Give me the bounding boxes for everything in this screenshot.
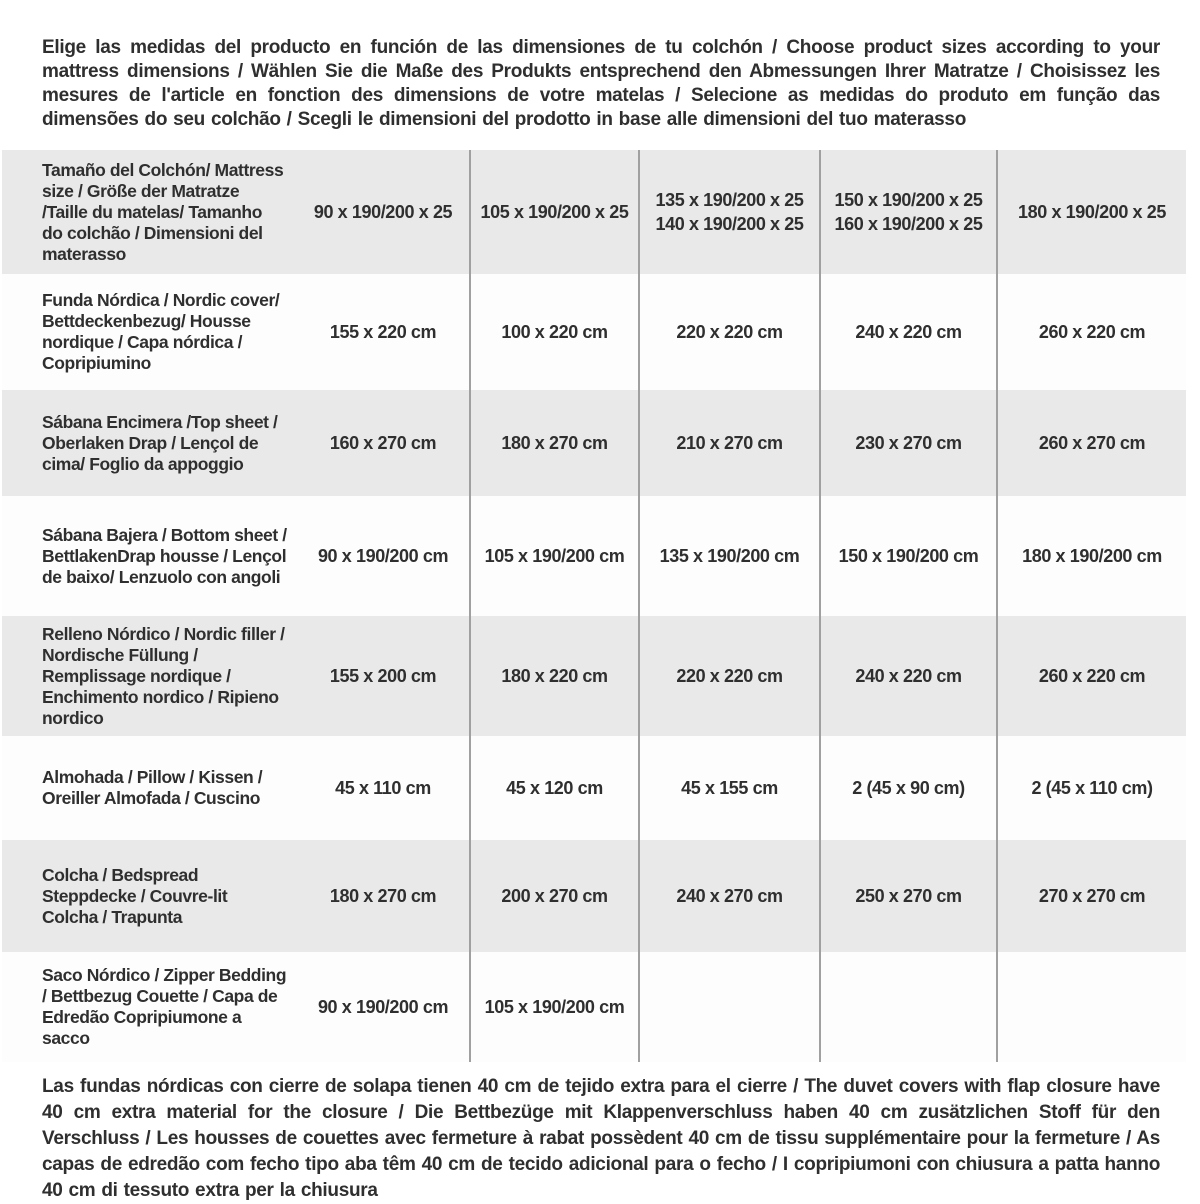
- mattress-size-180: 180 x 190/200 x 25: [997, 150, 1186, 274]
- size-value: 220 x 220 cm: [639, 616, 820, 736]
- table-row-nordic-filler: [2, 616, 1186, 736]
- mattress-size-150: 150 x 190/200 x 25: [834, 190, 983, 210]
- size-value: 2 (45 x 90 cm): [820, 736, 997, 840]
- table-row-top-sheet: [2, 390, 1186, 496]
- size-value: 260 x 220 cm: [997, 274, 1186, 390]
- mattress-size-90: 90 x 190/200 x 25: [313, 202, 453, 222]
- mattress-size-135-140: [639, 150, 820, 274]
- size-value: 2 (45 x 110 cm): [997, 736, 1186, 840]
- table-row-zipper-bedding: [2, 952, 1186, 1062]
- size-value: 45 x 110 cm: [335, 778, 431, 798]
- mattress-size-160: 160 x 190/200 x 25: [834, 214, 983, 234]
- row-label-zipper-bedding: Saco Nórdico / Zipper Bedding / Bettbezug Couette / Capa de Edredão Copripiumone a sacco: [42, 965, 287, 1048]
- size-value: 210 x 270 cm: [639, 390, 820, 496]
- footnote-text: Las fundas nórdicas con cierre de solapa tienen 40 cm de tejido extra para el cierre / The duvet covers with flap closure have 40 cm extra material for the closure / Die Bettbezüge mit Klappenverschluss haben 40 cm zusätzlichen Stoff für den Verschluss / Les housses de couettes avec fermeture à rabat possèdent 40 cm de tissu supplémentaire pour la fermeture / As capas de edredão com fecho tipo aba têm 40 cm de tecido adicional para o fecho / I copripiumoni con chiusura a patta hanno 40 cm di tessuto extra per la chiusura: [42, 1076, 1160, 1201]
- size-value: 240 x 220 cm: [820, 616, 997, 736]
- size-value: 240 x 270 cm: [639, 840, 820, 952]
- row-label-bedspread: Colcha / Bedspread Steppdecke / Couvre-lit Colcha / Trapunta: [42, 864, 228, 927]
- mattress-size-150-160: [820, 150, 997, 274]
- size-value: 220 x 220 cm: [639, 274, 820, 390]
- size-value: 180 x 220 cm: [470, 616, 639, 736]
- mattress-size-105: 105 x 190/200 x 25: [470, 150, 639, 274]
- size-value: 45 x 155 cm: [639, 736, 820, 840]
- size-value-empty: [639, 952, 820, 1062]
- size-value: 45 x 120 cm: [470, 736, 639, 840]
- size-value: 230 x 270 cm: [820, 390, 997, 496]
- size-value: 150 x 190/200 cm: [820, 496, 997, 616]
- table-row-mattress-size: [2, 150, 1186, 274]
- row-label-bottom-sheet: Sábana Bajera / Bottom sheet / BettlakenDrap housse / Lençol de baixo/ Lenzuolo con angoli: [42, 524, 287, 587]
- mattress-size-140: 140 x 190/200 x 25: [655, 214, 804, 234]
- size-value: 155 x 200 cm: [329, 666, 437, 686]
- product-size-table: [2, 150, 1186, 1062]
- intro-text: Elige las medidas del producto en función de las dimensiones de tu colchón / Choose product sizes according to your mattress dimensions / Wählen Sie die Maße des Produkts entsprechend den Abmessungen Ihrer Matratze / Choisissez les mesures de l'article en fonction des dimensions de votre matelas / Selecione as medidas do produto em função das dimensões do seu colchão / Scegli le dimensioni del prodotto in base alle dimensioni del tuo materasso: [42, 37, 1160, 130]
- size-value: 180 x 190/200 cm: [997, 496, 1186, 616]
- size-value: 90 x 190/200 cm: [317, 546, 449, 566]
- size-value: 90 x 190/200 cm: [317, 997, 449, 1017]
- size-value: 160 x 270 cm: [329, 433, 437, 453]
- size-value: 240 x 220 cm: [820, 274, 997, 390]
- size-value: 200 x 270 cm: [470, 840, 639, 952]
- table-row-bottom-sheet: [2, 496, 1186, 616]
- size-value: 100 x 220 cm: [470, 274, 639, 390]
- row-label-nordic-cover: Funda Nórdica / Nordic cover/ Bettdeckenbezug/ Housse nordique / Capa nórdica / Copripiumino: [42, 290, 280, 373]
- size-value: 135 x 190/200 cm: [639, 496, 820, 616]
- row-label-pillow: Almohada / Pillow / Kissen / Oreiller Almofada / Cuscino: [42, 767, 263, 808]
- row-label-top-sheet: Sábana Encimera /Top sheet / Oberlaken Drap / Lençol de cima/ Foglio da appoggio: [42, 411, 278, 474]
- size-value: 250 x 270 cm: [820, 840, 997, 952]
- size-value: 270 x 270 cm: [997, 840, 1186, 952]
- size-value: 105 x 190/200 cm: [470, 496, 639, 616]
- size-value-empty: [820, 952, 997, 1062]
- table-row-bedspread: [2, 840, 1186, 952]
- mattress-size-135: 135 x 190/200 x 25: [655, 190, 804, 210]
- size-value: 260 x 270 cm: [997, 390, 1186, 496]
- table-row-pillow: [2, 736, 1186, 840]
- size-value: 180 x 270 cm: [329, 886, 437, 906]
- size-value: 180 x 270 cm: [470, 390, 639, 496]
- table-row-nordic-cover: [2, 274, 1186, 390]
- size-value: 155 x 220 cm: [329, 322, 437, 342]
- size-value-empty: [997, 952, 1186, 1062]
- row-label-mattress-size: Tamaño del Colchón/ Mattress size / Größe der Matratze /Taille du matelas/ Tamanho do colchão / Dimensioni del materasso: [42, 159, 284, 264]
- row-label-nordic-filler: Relleno Nórdico / Nordic filler / Nordische Füllung / Remplissage nordique / Enchimento nordico / Ripieno nordico: [42, 623, 285, 728]
- size-value: 260 x 220 cm: [997, 616, 1186, 736]
- size-value: 105 x 190/200 cm: [470, 952, 639, 1062]
